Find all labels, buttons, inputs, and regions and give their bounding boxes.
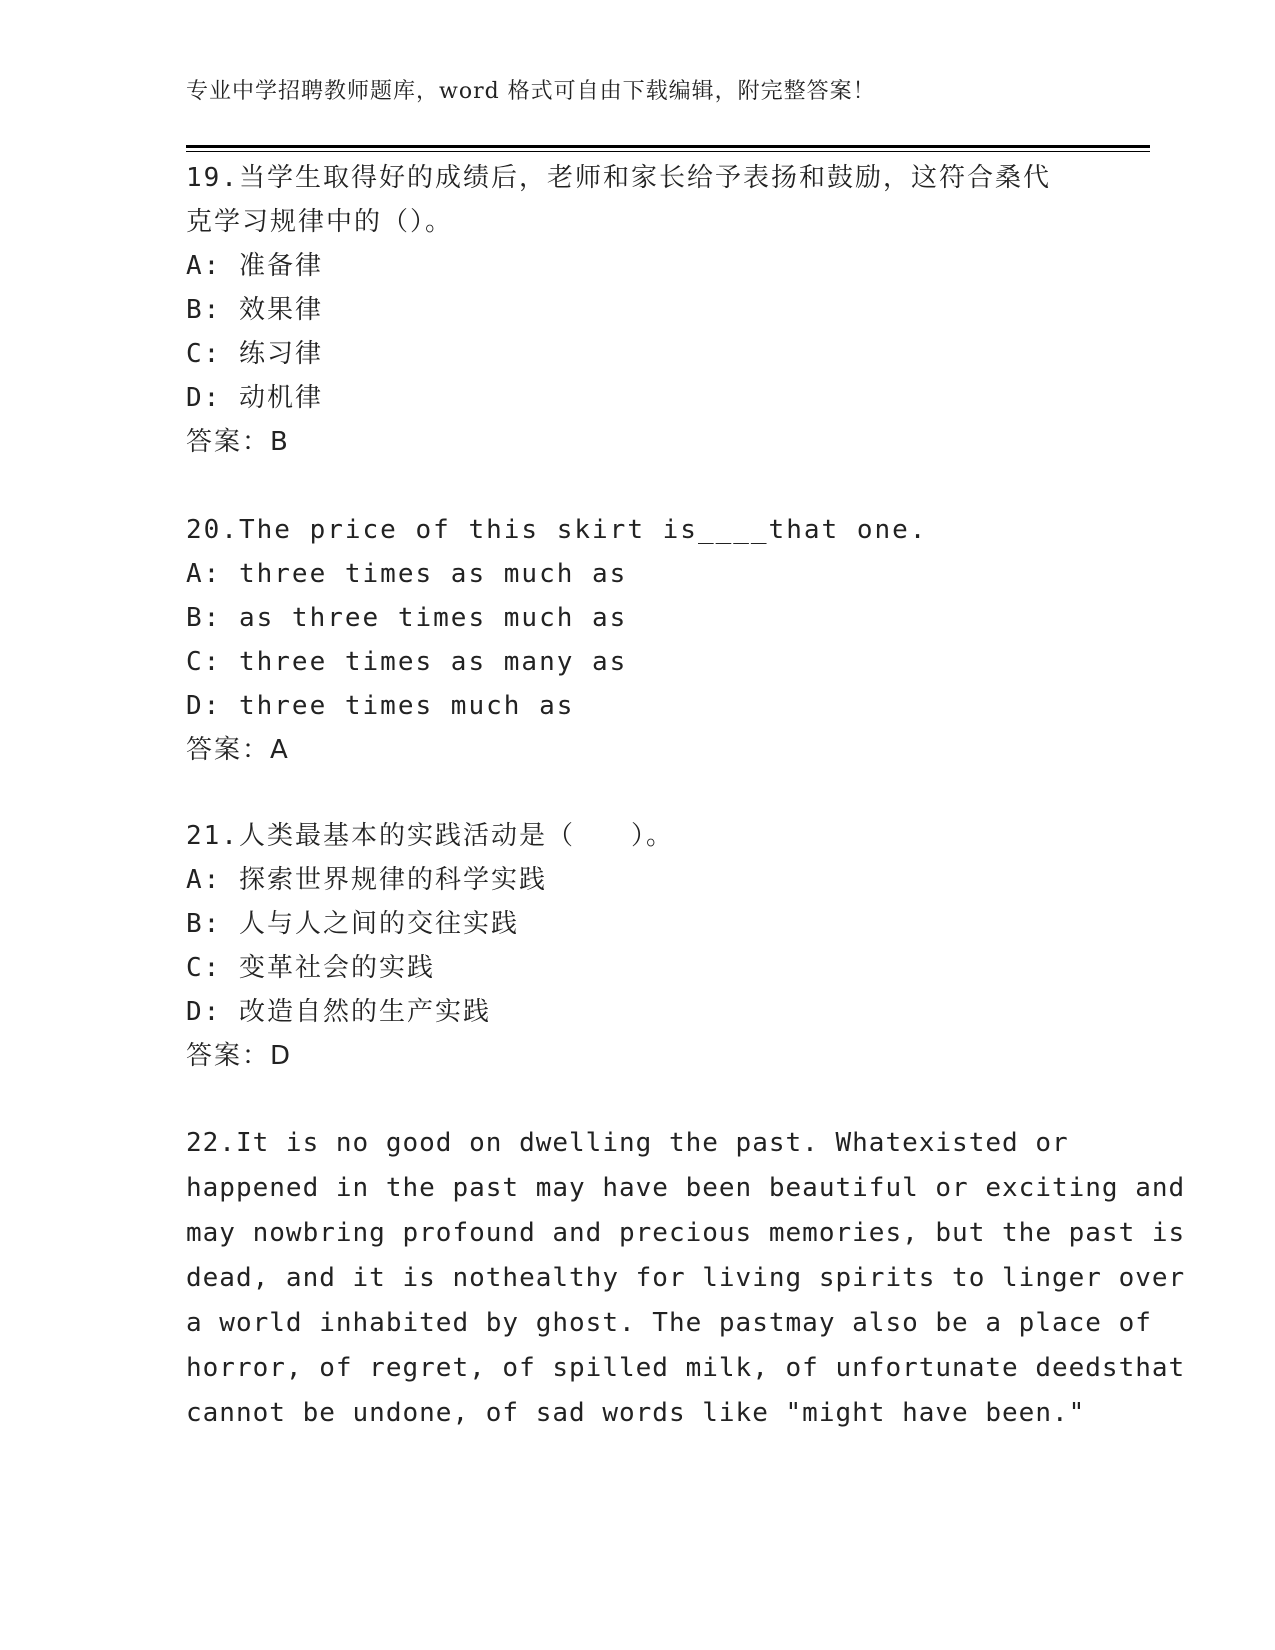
question-20-option-d: D: three times much as: [186, 691, 575, 721]
question-22-line-2: happened in the past may have been beautiful or exciting and: [186, 1173, 1186, 1203]
question-21-option-c: C: 变革社会的实践: [186, 953, 435, 983]
question-20-option-c: C: three times as many as: [186, 647, 628, 677]
header-rule-thin: [186, 151, 1150, 152]
question-20-option-b: B: as three times much as: [186, 603, 628, 633]
question-21-option-a: A: 探索世界规律的科学实践: [186, 865, 547, 895]
question-22-line-7: cannot be undone, of sad words like "might have been.": [186, 1398, 1086, 1428]
question-22-line-4: dead, and it is nothealthy for living spirits to linger over: [186, 1263, 1186, 1293]
question-19-line-1: 19.当学生取得好的成绩后，老师和家长给予表扬和鼓励，这符合桑代: [186, 163, 1051, 193]
question-21-option-b: B: 人与人之间的交往实践: [186, 909, 519, 939]
question-20-answer: 答案：A: [186, 735, 290, 765]
page-header: 专业中学招聘教师题库，word 格式可自由下载编辑，附完整答案！: [186, 79, 876, 104]
question-22-line-1: 22.It is no good on dwelling the past. Whatexisted or: [186, 1128, 1069, 1158]
question-19-option-d: D: 动机律: [186, 383, 323, 413]
question-19-option-c: C: 练习律: [186, 339, 323, 369]
question-22-line-5: a world inhabited by ghost. The pastmay also be a place of: [186, 1308, 1152, 1338]
question-21-line-1: 21.人类最基本的实践活动是（ ）。: [186, 821, 674, 851]
question-22-line-3: may nowbring profound and precious memories, but the past is: [186, 1218, 1186, 1248]
question-20-line-1: 20.The price of this skirt is____that one.: [186, 515, 928, 545]
question-19-option-b: B: 效果律: [186, 295, 323, 325]
question-21-option-d: D: 改造自然的生产实践: [186, 997, 491, 1027]
question-20-option-a: A: three times as much as: [186, 559, 628, 589]
question-21-answer: 答案：D: [186, 1041, 293, 1071]
question-22-line-6: horror, of regret, of spilled milk, of unfortunate deedsthat: [186, 1353, 1186, 1383]
question-19-answer: 答案：B: [186, 427, 290, 457]
question-19-line-2: 克学习规律中的（）。: [186, 207, 454, 237]
question-19-option-a: A: 准备律: [186, 251, 323, 281]
header-rule-thick: [186, 145, 1150, 148]
